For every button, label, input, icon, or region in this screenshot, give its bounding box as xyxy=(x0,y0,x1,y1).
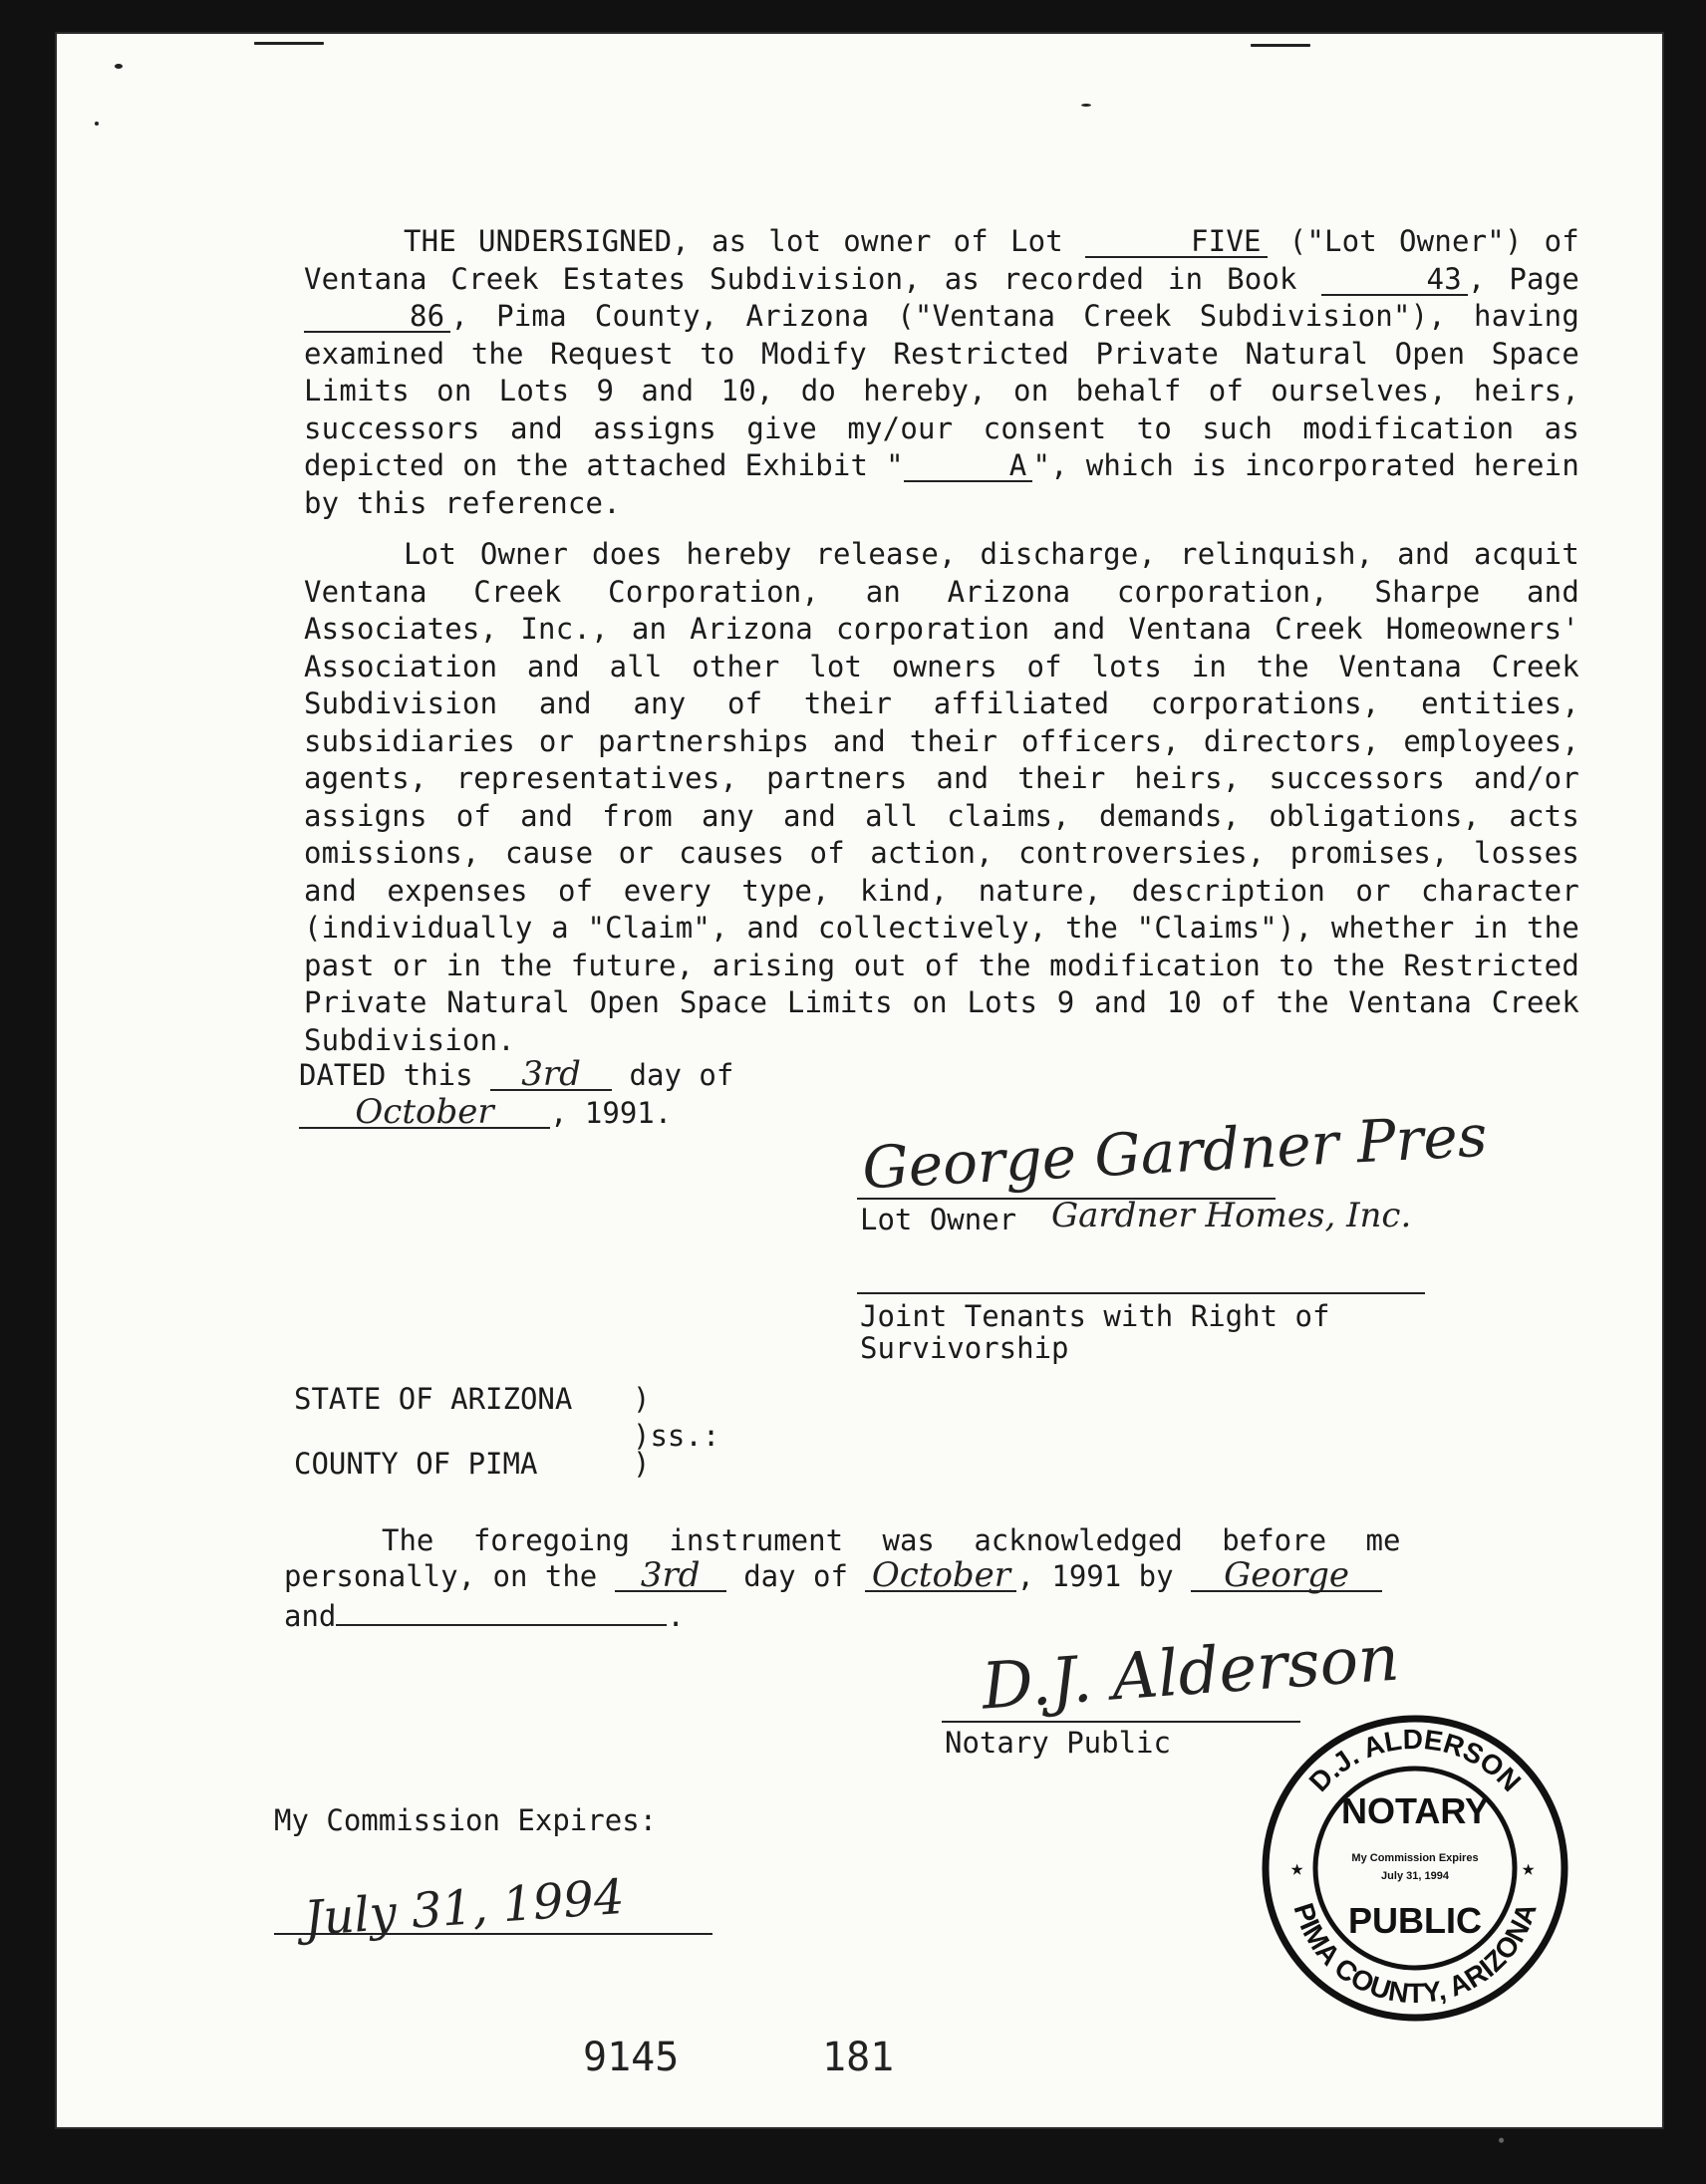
venue-ss: )ss.: xyxy=(633,1419,720,1453)
notary-signature-line xyxy=(942,1721,1300,1723)
scan-speck xyxy=(254,42,324,45)
lot-number-field: FIVE xyxy=(1085,226,1268,258)
svg-text:PIMA COUNTY, ARIZONA: PIMA COUNTY, ARIZONA xyxy=(1287,1899,1543,2010)
book-number-field: 43 xyxy=(1321,264,1468,296)
joint-tenants-label: Joint Tenants with Right of xyxy=(860,1299,1330,1333)
dated-prefix: DATED this xyxy=(299,1058,473,1092)
svg-text:D.J. ALDERSON: D.J. ALDERSON xyxy=(1302,1723,1528,1798)
notary-signature: D.J. Alderson xyxy=(979,1621,1402,1725)
scan-speck xyxy=(1251,44,1310,47)
svg-text:July 31, 1994: July 31, 1994 xyxy=(1381,1870,1449,1882)
consent-intro-text: THE UNDERSIGNED, as lot owner of Lot xyxy=(404,224,1063,258)
ack-and: and xyxy=(284,1599,337,1633)
ack-by-name-field: George xyxy=(1191,1560,1382,1592)
scan-speck xyxy=(115,64,123,69)
notary-seal-graphic xyxy=(1261,1714,1569,2023)
commission-date-line xyxy=(274,1933,712,1935)
dated-line xyxy=(299,1054,734,1094)
dated-month-line xyxy=(299,1092,673,1132)
dated-year: , 1991. xyxy=(550,1096,673,1130)
release-paragraph: Lot Owner does hereby release, discharge, relinquish, and acquit Ventana Creek Corporation, an Arizona corporation, Sharpe and Associates, Inc., an Arizona corporation and Ventana Creek Homeowners' Association and all other lot owners of lots in the Ventana Creek Subdivision and any of their affiliated corporations, entities, subsidiaries or partnerships and their officers, directors, employees, agents, representatives, partners and their heirs, successors and/or assigns of and from any and all claims, demands, obligations, acts omissions, cause or causes of action, controversies, promises, losses and expenses of every type, kind, nature, description or character (individually a "Claim", and collectively, the "Claims"), whether in the past or in the future, arising out of the modification to the Restricted Private Natural Open Space Limits on Lots 9 and 10 of the Ventana Creek Subdivision. xyxy=(304,537,1579,1057)
lot-owner-signature: George Gardner Pres xyxy=(860,1101,1489,1203)
svg-text:PUBLIC: PUBLIC xyxy=(1348,1900,1482,1941)
consent-paragraph: THE UNDERSIGNED, as lot owner of Lot FIVE ("Lot Owner") of Ventana Creek Estates Subdivision, as recorded in Book 43 , Page 86 , Pima County, Arizona ("Ventana Creek Subdivision"), having examined the Request to Modify Restricted Private Natural Open Space Limits on Lots 9 and 10, do hereby, on behalf of ourselves, heirs, successors and assigns give my/our consent to such modification as depicted on the attached Exhibit " A ", which is incorporated herein by this reference. xyxy=(304,224,1579,520)
ack-end: . xyxy=(667,1599,685,1633)
notary-label: Notary Public xyxy=(945,1726,1171,1760)
ack-second-name-field xyxy=(336,1594,667,1626)
svg-text:NOTARY: NOTARY xyxy=(1341,1790,1489,1831)
dated-day-field: 3rd xyxy=(490,1059,612,1091)
acknowledgment-line-2 xyxy=(284,1555,1382,1595)
consent-ending-text: ", which is incorporated herein by this reference. xyxy=(304,448,1579,520)
page-label-text: , Page xyxy=(1467,261,1579,296)
venue-paren-1: ) xyxy=(633,1382,651,1416)
commission-date: July 31, 1994 xyxy=(302,1868,627,1948)
venue-county: COUNTY OF PIMA xyxy=(294,1447,538,1481)
joint-tenants-signature-line xyxy=(857,1292,1425,1294)
survivorship-label: Survivorship xyxy=(860,1331,1069,1365)
venue-state: STATE OF ARIZONA xyxy=(294,1382,573,1416)
dated-day-of: day of xyxy=(629,1058,734,1092)
notary-seal xyxy=(1261,1714,1569,2023)
scan-speck xyxy=(95,122,99,126)
exhibit-letter-field: A xyxy=(904,450,1033,482)
ack-month-field: October xyxy=(865,1560,1016,1592)
acknowledgment-line-1: The foregoing instrument was acknowledged before me xyxy=(382,1523,1401,1557)
venue-paren-3: ) xyxy=(633,1447,651,1481)
acknowledgment-line-3 xyxy=(284,1594,685,1633)
lot-owner-label: Lot Owner xyxy=(860,1203,1017,1236)
commission-label: My Commission Expires: xyxy=(274,1803,658,1837)
consent-subdivision-text: ("Lot Owner") of Ventana Creek Estates Subdivision, as recorded in Book xyxy=(304,224,1579,296)
svg-text:★: ★ xyxy=(1522,1856,1536,1881)
ack-day-field: 3rd xyxy=(615,1560,726,1592)
ack-year-by: , 1991 by xyxy=(1016,1559,1174,1593)
consent-body-text: , Pima County, Arizona ("Ventana Creek Subdivision"), having examined the Request to Modify Restricted Private Natural Open Space Limits on Lots 9 and 10, do hereby, on behalf of ourselves, heirs, successors and assigns give my/our consent to such modification as depicted on the attached Exhibit xyxy=(304,299,1579,482)
scan-speck xyxy=(1081,104,1091,107)
recording-page-number: 181 xyxy=(822,2035,895,2080)
page-number-field: 86 xyxy=(304,301,450,333)
document-page xyxy=(55,32,1664,2129)
dated-month-field: October xyxy=(299,1097,550,1129)
svg-text:★: ★ xyxy=(1290,1856,1304,1881)
recording-docket-number: 9145 xyxy=(583,2035,680,2080)
ack-day-of: day of xyxy=(743,1559,848,1593)
svg-text:My Commission Expires: My Commission Expires xyxy=(1351,1852,1479,1864)
lot-owner-company: Gardner Homes, Inc. xyxy=(1051,1196,1412,1235)
ack-personally: personally, on the xyxy=(284,1559,598,1593)
